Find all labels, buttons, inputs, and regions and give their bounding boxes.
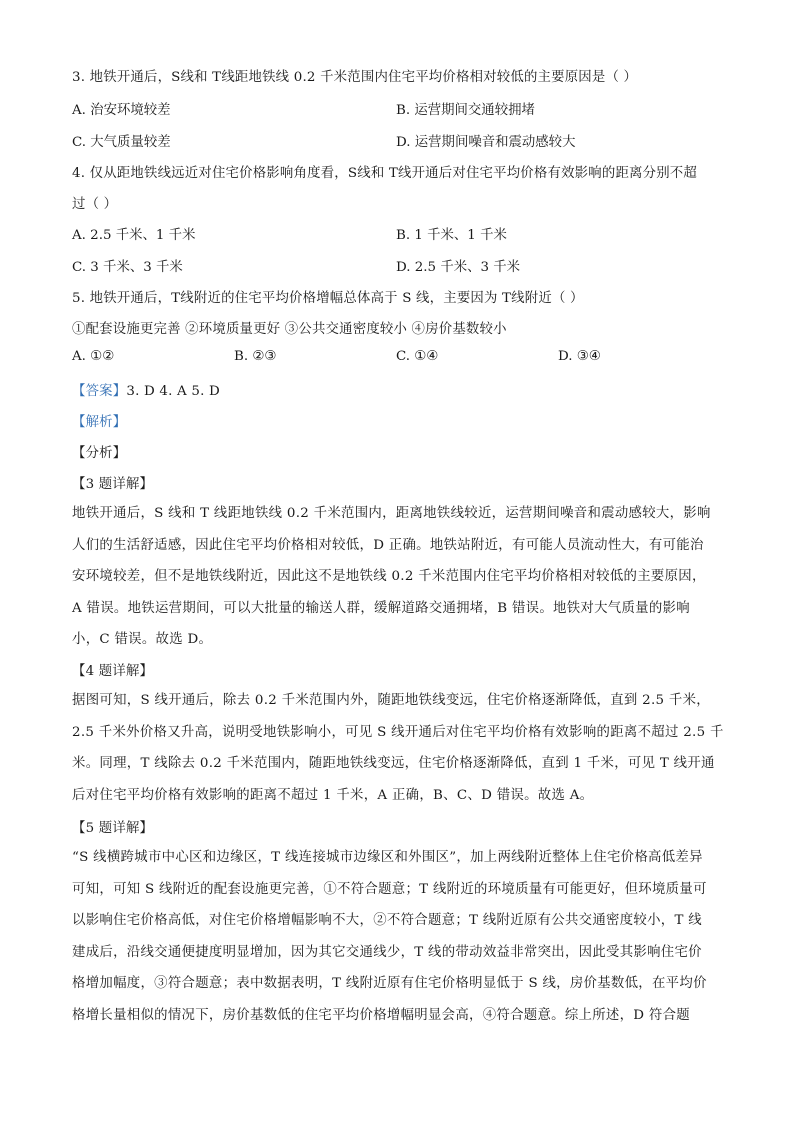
detail-5-line: 可知，可知 S 线附近的配套设施更完善，①不符合题意；T 线附近的环境质量有可能更好，但环境质量可 bbox=[72, 881, 707, 897]
detail-4-paragraph bbox=[72, 685, 722, 811]
detail-3-line: 地铁开通后，S 线和 T 线距地铁线 0.2 千米范围内，距离地铁线较近，运营期间噪音和震动感较大，影响 bbox=[72, 506, 711, 521]
question-5-choices: ①配套设施更完善 ②环境质量更好 ③公共交通密度较小 ④房价基数较小 bbox=[72, 322, 507, 337]
detail-4-line: 2.5 千米外价格又升高，说明受地铁影响小，可见 S 线开通后对住宅平均价格有效影响的距离不超过 2.5 千 bbox=[72, 724, 724, 740]
detail-3-paragraph bbox=[72, 498, 722, 656]
detail-5-tag: 【5 题详解】 bbox=[72, 821, 154, 836]
detail-3-line: 小，C 错误。故选 D。 bbox=[72, 632, 213, 647]
question-3-option-b: B. 运营期间交通较拥堵 bbox=[396, 103, 535, 118]
question-4-option-a: A. 2.5 千米、1 千米 bbox=[72, 228, 196, 243]
detail-5-paragraph bbox=[72, 842, 722, 1031]
question-4-stem-line2: 过（ ） bbox=[72, 197, 118, 212]
answer-tag: 【答案】 bbox=[72, 384, 127, 399]
question-5-stem: 5. 地铁开通后，T线附近的住宅平均价格增幅总体高于 S 线，主要因为 T线附近（ ） bbox=[72, 291, 584, 306]
detail-3-line: 人们的生活舒适感，因此住宅平均价格相对较低，D 正确。地铁站附近，有可能人员流动性大，有可能治 bbox=[72, 537, 704, 553]
detail-5-line: 建成后，沿线交通便捷度明显增加，因为其它交通线少，T 线的带动效益非常突出，因此受其影响住宅价 bbox=[72, 944, 702, 960]
detail-5-line: “S 线横跨城市中心区和边缘区，T 线连接城市边缘区和外围区”，加上两线附近整体上住宅价格高低差异 bbox=[72, 850, 703, 865]
question-3-option-c: C. 大气质量较差 bbox=[72, 135, 171, 150]
answer-text: 3. D 4. A 5. D bbox=[126, 384, 220, 399]
detail-4-line: 后对住宅平均价格有效影响的距离不超过 1 千米，A 正确，B、C、D 错误。故选 A。 bbox=[72, 787, 594, 803]
detail-3-line: A 错误。地铁运营期间，可以大批量的输送人群，缓解道路交通拥堵，B 错误。地铁对大气质量的影响 bbox=[72, 600, 690, 616]
detail-4-line: 据图可知，S 线开通后，除去 0.2 千米范围内外，随距地铁线变远，住宅价格逐渐降低，直到 2.5 千米， bbox=[72, 693, 710, 708]
detail-5-line: 格增加幅度，③符合题意；表中数据表明，T 线附近原有住宅价格明显低于 S 线，房价基数低，在平均价 bbox=[72, 976, 707, 991]
answer-line bbox=[72, 380, 220, 399]
question-4-option-b: B. 1 千米、1 千米 bbox=[396, 228, 507, 243]
detail-5-line: 格增长量相似的情况下，房价基数低的住宅平均价格增幅明显会高，④符合题意。综上所述，D 符合题 bbox=[72, 1007, 690, 1023]
question-3-option-a: A. 治安环境较差 bbox=[72, 103, 171, 118]
analysis-tag: 【解析】 bbox=[72, 415, 127, 430]
question-3-stem: 3. 地铁开通后，S线和 T线距地铁线 0.2 千米范围内住宅平均价格相对较低的主要原因是（ ） bbox=[72, 70, 638, 85]
detail-4-tag: 【4 题详解】 bbox=[72, 664, 154, 679]
question-5-option-a: A. ①② bbox=[72, 349, 115, 364]
detail-3-tag: 【3 题详解】 bbox=[72, 477, 154, 492]
fenxi-tag: 【分析】 bbox=[72, 446, 127, 461]
detail-4-line: 米。同理，T 线除去 0.2 千米范围内，随距地铁线变远，住宅价格逐渐降低，直到 1 千米，可见 T 线开通 bbox=[72, 756, 715, 771]
question-5-option-b: B. ②③ bbox=[234, 349, 277, 364]
detail-3-line: 安环境较差，但不是地铁线附近，因此这不是地铁线 0.2 千米范围内住宅平均价格相对较低的主要原因， bbox=[72, 569, 706, 584]
question-4-option-c: C. 3 千米、3 千米 bbox=[72, 260, 183, 275]
question-4-option-d: D. 2.5 千米、3 千米 bbox=[396, 260, 521, 275]
question-4-stem-line1: 4. 仅从距地铁线远近对住宅价格影响角度看，S线和 T线开通后对住宅平均价格有效影响的距离分别不超 bbox=[72, 166, 697, 181]
question-5-option-d: D. ③④ bbox=[558, 349, 601, 364]
detail-5-line: 以影响住宅价格高低，对住宅价格增幅影响不大，②不符合题意；T 线附近原有公共交通密度较小，T 线 bbox=[72, 913, 702, 928]
question-3-option-d: D. 运营期间噪音和震动感较大 bbox=[396, 135, 576, 150]
question-5-option-c: C. ①④ bbox=[396, 349, 439, 364]
